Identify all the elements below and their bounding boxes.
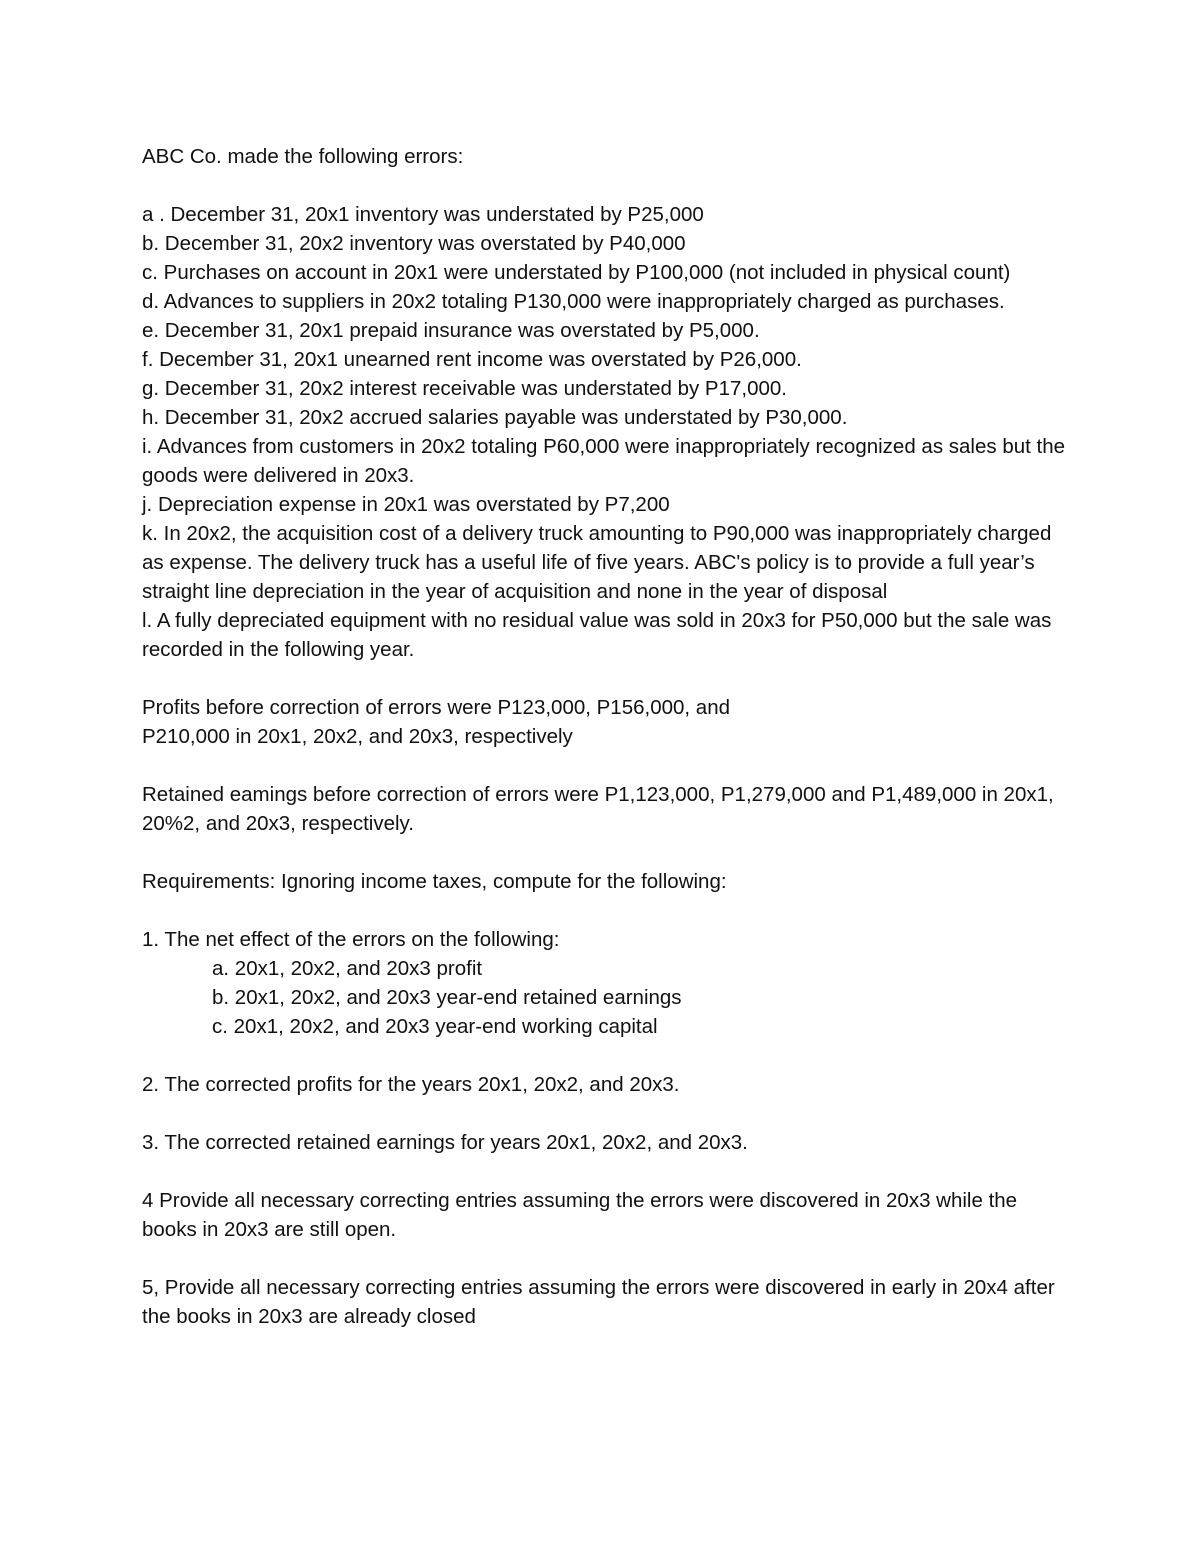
spacer xyxy=(142,1099,1072,1128)
intro-text: ABC Co. made the following errors: xyxy=(142,145,464,168)
spacer xyxy=(142,1244,1072,1273)
error-item-f: f. December 31, 20x1 unearned rent income was overstated by P26,000. xyxy=(142,348,802,371)
error-item-a: a . December 31, 20x1 inventory was understated by P25,000 xyxy=(142,203,704,226)
spacer xyxy=(142,896,1072,925)
spacer xyxy=(142,751,1072,780)
spacer xyxy=(142,838,1072,867)
requirement-1b: b. 20x1, 20x2, and 20x3 year-end retained earnings xyxy=(212,986,682,1009)
error-item-l: l. A fully depreciated equipment with no residual value was sold in 20x3 for P50,000 but the sale was recorded in the following year. xyxy=(142,609,1052,661)
retained-earnings-text: Retained eamings before correction of errors were P1,123,000, P1,279,000 and P1,489,000 in 20x1, 20%2, and 20x3, respectively. xyxy=(142,783,1054,835)
error-item-k: k. In 20x2, the acquisition cost of a delivery truck amounting to P90,000 was inappropriately charged as expense. The delivery truck has a useful life of five years. ABC's policy is to provide a full year’s straight line depreciation in the year of acquisition and none in the year of disposal xyxy=(142,522,1052,603)
requirement-5: 5, Provide all necessary correcting entries assuming the errors were discovered in early in 20x4 after the books in 20x3 are already closed xyxy=(142,1276,1055,1328)
error-item-h: h. December 31, 20x2 accrued salaries payable was understated by P30,000. xyxy=(142,406,848,429)
spacer xyxy=(142,171,1072,200)
requirements-intro: Requirements: Ignoring income taxes, compute for the following: xyxy=(142,870,727,893)
error-item-e: e. December 31, 20x1 prepaid insurance was overstated by P5,000. xyxy=(142,319,760,342)
spacer xyxy=(142,1041,1072,1070)
requirement-1c: c. 20x1, 20x2, and 20x3 year-end working capital xyxy=(212,1015,658,1038)
requirement-1: 1. The net effect of the errors on the following: xyxy=(142,928,560,951)
profits-line-1: Profits before correction of errors were P123,000, P156,000, and xyxy=(142,696,731,719)
document-body xyxy=(142,142,1072,1331)
requirement-2: 2. The corrected profits for the years 20x1, 20x2, and 20x3. xyxy=(142,1073,680,1096)
profits-line-2: P210,000 in 20x1, 20x2, and 20x3, respectively xyxy=(142,725,573,748)
requirement-1a: a. 20x1, 20x2, and 20x3 profit xyxy=(212,957,483,980)
spacer xyxy=(142,1157,1072,1186)
error-item-i: i. Advances from customers in 20x2 totaling P60,000 were inappropriately recognized as sales but the goods were delivered in 20x3. xyxy=(142,435,1066,487)
spacer xyxy=(142,664,1072,693)
error-item-b: b. December 31, 20x2 inventory was overstated by P40,000 xyxy=(142,232,686,255)
error-item-d: d. Advances to suppliers in 20x2 totaling P130,000 were inappropriately charged as purchases. xyxy=(142,290,1005,313)
requirement-4: 4 Provide all necessary correcting entries assuming the errors were discovered in 20x3 while the books in 20x3 are still open. xyxy=(142,1189,1018,1241)
error-item-j: j. Depreciation expense in 20x1 was overstated by P7,200 xyxy=(142,493,670,516)
error-item-g: g. December 31, 20x2 interest receivable was understated by P17,000. xyxy=(142,377,787,400)
error-item-c: c. Purchases on account in 20x1 were understated by P100,000 (not included in physical count) xyxy=(142,261,1011,284)
requirement-3: 3. The corrected retained earnings for years 20x1, 20x2, and 20x3. xyxy=(142,1131,748,1154)
